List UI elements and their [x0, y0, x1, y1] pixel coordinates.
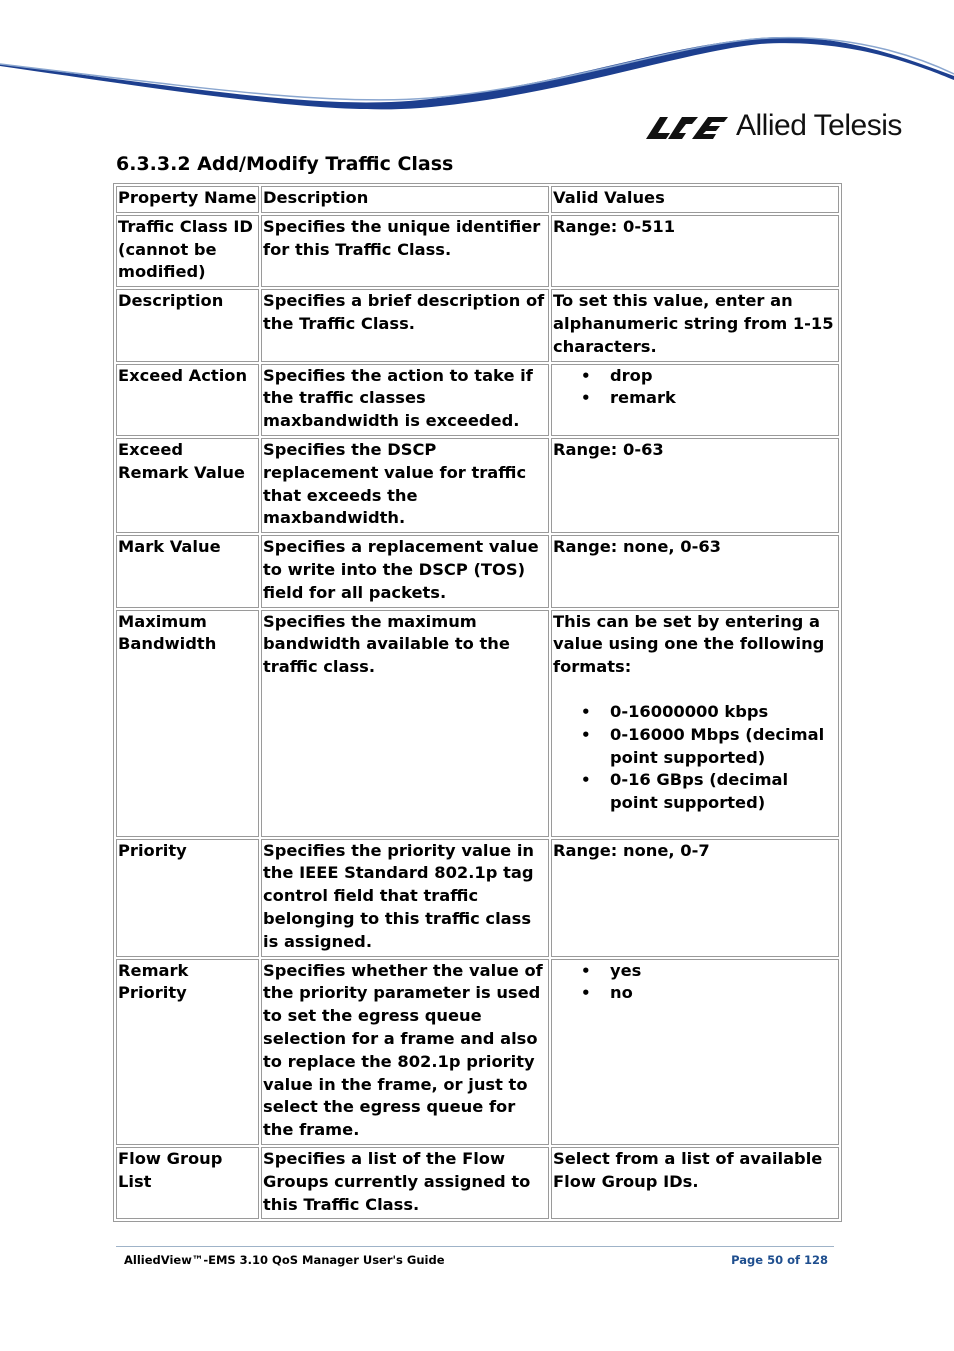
- valid-values-cell: Range: 0-511: [551, 215, 839, 287]
- footer-divider: [116, 1246, 834, 1247]
- property-name-cell: Remark Priority: [116, 959, 259, 1145]
- property-name-cell: Maximum Bandwidth: [116, 610, 259, 837]
- table-header-row: [116, 186, 839, 213]
- list-item: • yes: [610, 960, 838, 983]
- table-row: [116, 535, 839, 607]
- description-cell: Specifies a replacement value to write into the DSCP (TOS) field for all packets.: [261, 535, 549, 607]
- valid-values-list: [553, 960, 838, 1006]
- table-row: [116, 959, 839, 1145]
- list-item: • no: [610, 982, 838, 1005]
- description-cell: Specifies the priority value in the IEEE Standard 802.1p tag control field that traffic belonging to this traffic class is assigned.: [261, 839, 549, 957]
- property-name-cell: Description: [116, 289, 259, 361]
- list-item: • 0-16000000 kbps: [610, 701, 838, 724]
- table-row: [116, 364, 839, 436]
- section-title: 6.3.3.2 Add/Modify Traffic Class: [116, 153, 454, 175]
- property-name-cell: Exceed Action: [116, 364, 259, 436]
- valid-values-cell: Select from a list of available Flow Group IDs.: [551, 1147, 839, 1219]
- valid-values-intro: This can be set by entering a value using one the following formats:: [553, 611, 825, 677]
- list-item: • 0-16000 Mbps (decimal point supported): [610, 724, 838, 770]
- description-cell: Specifies the DSCP replacement value for traffic that exceeds the maxbandwidth.: [261, 438, 549, 533]
- property-name-cell: Flow Group List: [116, 1147, 259, 1219]
- valid-values-cell: To set this value, enter an alphanumeric string from 1-15 characters.: [551, 289, 839, 361]
- valid-values-cell: Range: none, 0-7: [551, 839, 839, 957]
- table-row: [116, 289, 839, 361]
- list-item: • 0-16 GBps (decimal point supported): [610, 769, 838, 815]
- description-cell: Specifies the unique identifier for this Traffic Class.: [261, 215, 549, 287]
- column-header-description: Description: [261, 186, 549, 213]
- valid-values-list: [553, 701, 838, 815]
- column-header-valid-values: Valid Values: [551, 186, 839, 213]
- description-cell: Specifies the action to take if the traffic classes maxbandwidth is exceeded.: [261, 364, 549, 436]
- property-name-cell: Priority: [116, 839, 259, 957]
- allied-telesis-logo: [646, 108, 902, 144]
- allied-telesis-logo-mark-icon: [646, 113, 728, 139]
- traffic-class-properties-table: [113, 183, 842, 1222]
- valid-values-cell: [551, 364, 839, 436]
- footer-document-title: AlliedView™-EMS 3.10 QoS Manager User's Guide: [124, 1253, 445, 1267]
- table-row: [116, 438, 839, 533]
- column-header-property-name: Property Name: [116, 186, 259, 213]
- property-name-cell: Exceed Remark Value: [116, 438, 259, 533]
- description-cell: Specifies the maximum bandwidth available to the traffic class.: [261, 610, 549, 837]
- description-cell: Specifies whether the value of the priority parameter is used to set the egress queue selection for a frame and also to replace the 802.1p priority value in the frame, or just to select the egress queue for the frame.: [261, 959, 549, 1145]
- table-row: [116, 610, 839, 837]
- table-row: [116, 839, 839, 957]
- valid-values-cell: [551, 610, 839, 837]
- description-cell: Specifies a list of the Flow Groups currently assigned to this Traffic Class.: [261, 1147, 549, 1219]
- property-name-cell: Traffic Class ID (cannot be modified): [116, 215, 259, 287]
- valid-values-cell: [551, 959, 839, 1145]
- table-row: [116, 1147, 839, 1219]
- valid-values-cell: Range: none, 0-63: [551, 535, 839, 607]
- list-item: • drop: [610, 365, 838, 388]
- logo-wordmark: Allied Telesis: [736, 109, 902, 142]
- valid-values-cell: Range: 0-63: [551, 438, 839, 533]
- property-name-cell: Mark Value: [116, 535, 259, 607]
- table-row: [116, 215, 839, 287]
- footer-page-number: Page 50 of 128: [731, 1253, 828, 1267]
- list-item: • remark: [610, 387, 838, 410]
- description-cell: Specifies a brief description of the Traffic Class.: [261, 289, 549, 361]
- valid-values-list: [553, 365, 838, 411]
